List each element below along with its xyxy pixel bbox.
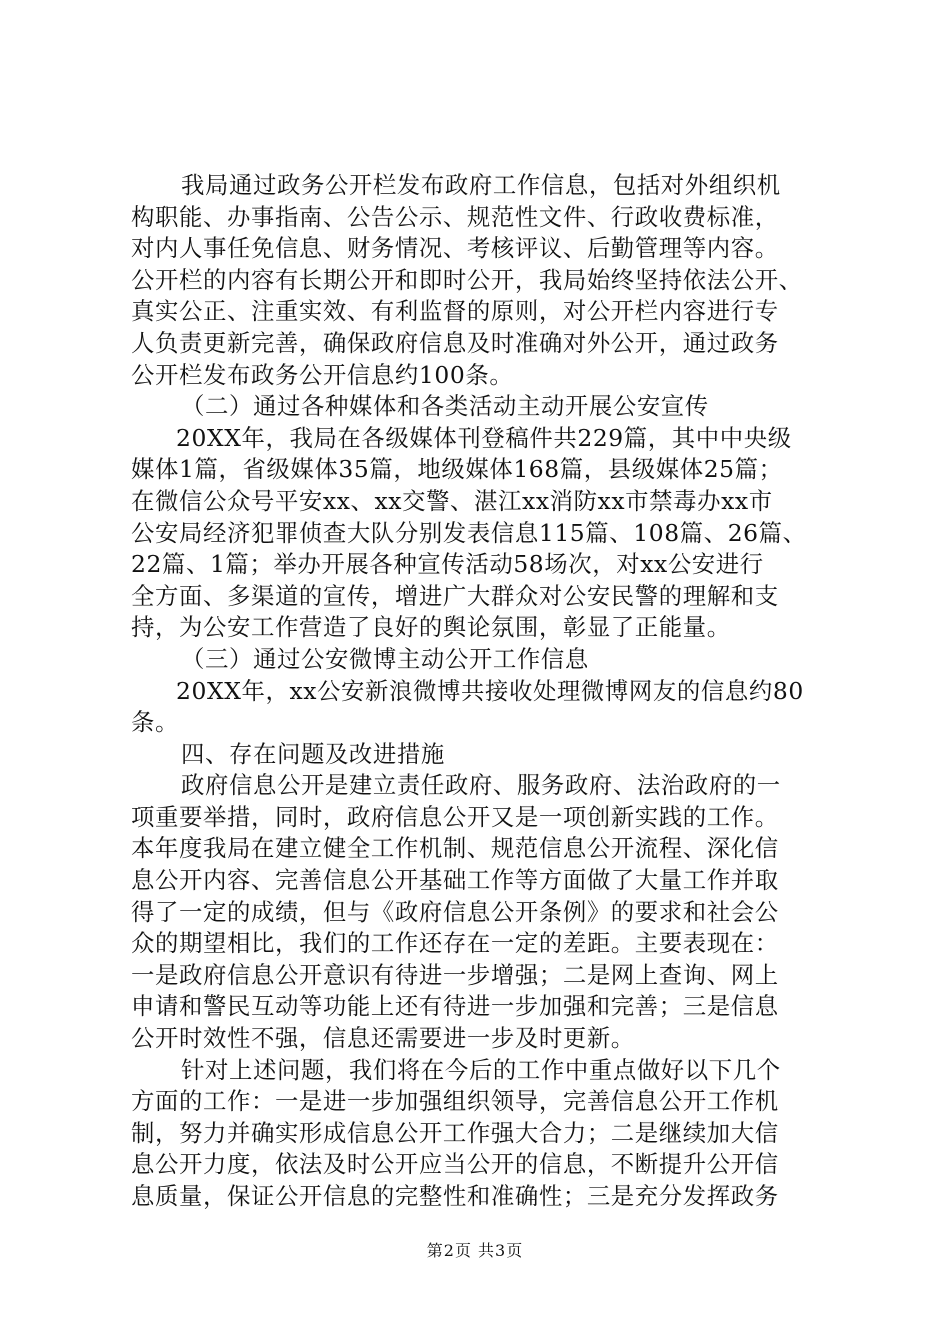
- text-line: 息公开力度，依法及时公开应当公开的信息，不断提升公开信: [131, 1150, 779, 1179]
- text-line: 人负责更新完善，确保政府信息及时准确对外公开，通过政务: [131, 328, 779, 357]
- text-line: 我局通过政务公开栏发布政府工作信息，包括对外组织机: [181, 171, 781, 199]
- text-line: 四、存在问题及改进措施: [181, 739, 445, 768]
- text-line: 20XX年，xx公安新浪微博共接收处理微博网友的信息约80: [176, 676, 804, 705]
- text-line: 对内人事任免信息、财务情况、考核评议、后勤管理等内容。: [131, 234, 779, 263]
- text-line: 针对上述问题，我们将在今后的工作中重点做好以下几个: [181, 1055, 781, 1084]
- document-body: [131, 170, 831, 1213]
- text-line: 22篇、1篇；举办开展各种宣传活动58场次，对xx公安进行: [131, 550, 764, 579]
- text-line: 真实公正、注重实效、有利监督的原则，对公开栏内容进行专: [131, 297, 779, 326]
- text-line: 政府信息公开是建立责任政府、服务政府、法治政府的一: [181, 771, 781, 800]
- text-line: 构职能、办事指南、公告公示、规范性文件、行政收费标准，: [131, 202, 779, 231]
- text-line: 项重要举措，同时，政府信息公开又是一项创新实践的工作。: [131, 802, 779, 831]
- text-line: 公开栏发布政务公开信息约100条。: [131, 360, 514, 389]
- text-line: 在微信公众号平安xx、xx交警、湛江xx消防xx市禁毒办xx市: [131, 486, 773, 515]
- text-line: 公开栏的内容有长期公开和即时公开，我局始终坚持依法公开、: [131, 265, 803, 294]
- text-line: 得了一定的成绩，但与《政府信息公开条例》的要求和社会公: [131, 897, 779, 926]
- text-line: 一是政府信息公开意识有待进一步增强；二是网上查询、网上: [131, 960, 779, 989]
- text-line: 全方面、多渠道的宣传，增进广大群众对公安民警的理解和支: [131, 581, 779, 610]
- text-line: 申请和警民互动等功能上还有待进一步加强和完善；三是信息: [131, 992, 779, 1021]
- text-line: （二）通过各种媒体和各类活动主动开展公安宣传: [181, 392, 709, 421]
- text-line: 制，努力并确实形成信息公开工作强大合力；二是继续加大信: [131, 1118, 779, 1147]
- text-line: 息公开内容、完善信息公开基础工作等方面做了大量工作并取: [131, 866, 779, 895]
- text-line: 方面的工作：一是进一步加强组织领导，完善信息公开工作机: [131, 1087, 779, 1116]
- page-footer: 第2页 共3页: [426, 1241, 524, 1260]
- text-line: 众的期望相比，我们的工作还存在一定的差距。主要表现在：: [131, 929, 779, 958]
- text-line: （三）通过公安微博主动公开工作信息: [181, 644, 589, 673]
- text-line: 公开时效性不强，信息还需要进一步及时更新。: [131, 1024, 635, 1053]
- text-line: 本年度我局在建立健全工作机制、规范信息公开流程、深化信: [131, 834, 779, 863]
- text-line: 20XX年，我局在各级媒体刊登稿件共229篇，其中中央级: [176, 423, 792, 452]
- text-line: 媒体1篇，省级媒体35篇，地级媒体168篇，县级媒体25篇；: [131, 455, 783, 484]
- text-line: 持，为公安工作营造了良好的舆论氛围，彰显了正能量。: [131, 613, 731, 642]
- text-line: 公安局经济犯罪侦查大队分别发表信息115篇、108篇、26篇、: [131, 518, 807, 547]
- text-line: 条。: [131, 708, 179, 737]
- text-line: 息质量，保证公开信息的完整性和准确性；三是充分发挥政务: [131, 1182, 779, 1210]
